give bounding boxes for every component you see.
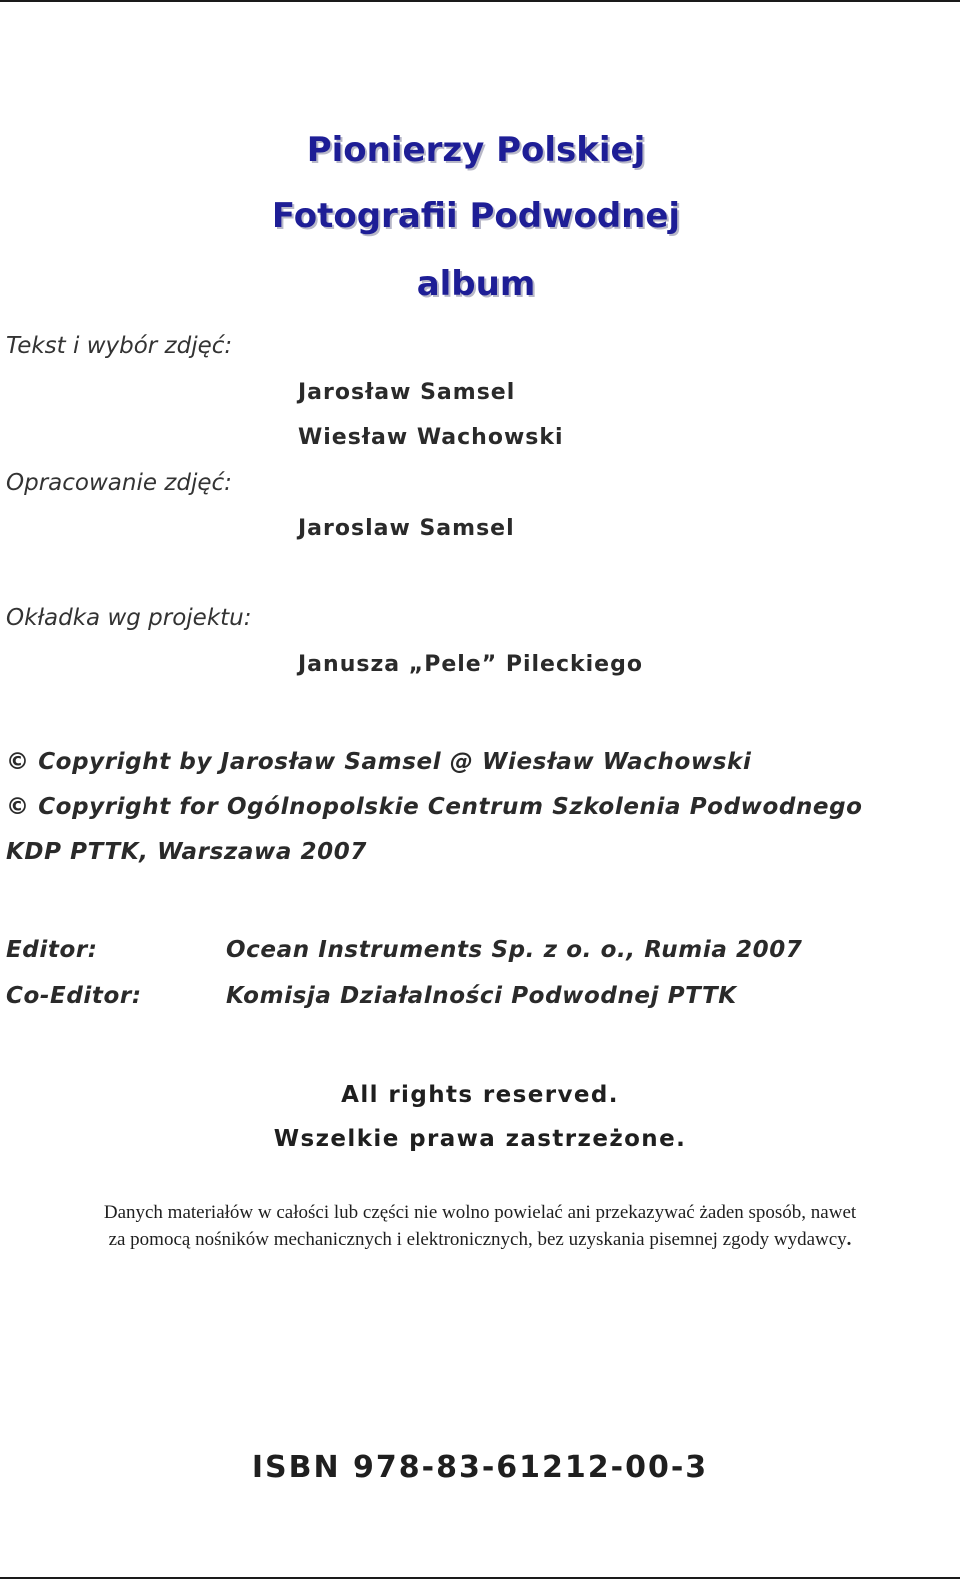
legal-notice (0, 1199, 960, 1253)
copyright-line-3: KDP PTTK, Warszawa 2007 (6, 839, 367, 865)
bottom-rule (0, 1577, 960, 1579)
isbn-number: ISBN 978-83-61212-00-3 (251, 1450, 709, 1485)
legal-notice-line-2 (0, 1226, 960, 1253)
photo-editor-name: Jaroslaw Samsel (298, 516, 515, 541)
legal-notice-line-1: Danych materiałów w całości lub części nie wolno powielać ani przekazywać żaden sposób, nawet (103, 1202, 857, 1223)
cover-designer-name: Janusza „Pele” Pileckiego (298, 652, 643, 677)
text-selection-label: Tekst i wybór zdjęć: (6, 333, 233, 359)
coeditor-value: Komisja Działalności Podwodnej PTTK (226, 983, 737, 1009)
editor-label: Editor: (6, 937, 98, 963)
photo-editing-label: Opracowanie zdjęć: (6, 470, 232, 496)
author-name-1: Jarosław Samsel (298, 380, 516, 405)
legal-notice-period: . (846, 1229, 852, 1250)
title-line-3: album (416, 264, 536, 304)
title-line-1: Pionierzy Polskiej (306, 130, 646, 170)
copyright-line-2: © Copyright for Ogólnopolskie Centrum Szkolenia Podwodnego (6, 794, 863, 820)
editor-value: Ocean Instruments Sp. z o. o., Rumia 2007 (226, 937, 803, 963)
rights-reserved-en: All rights reserved. (341, 1082, 619, 1108)
rights-reserved-pl: Wszelkie prawa zastrzeżone. (273, 1126, 687, 1152)
author-name-2: Wiesław Wachowski (298, 425, 564, 450)
cover-design-label: Okładka wg projektu: (6, 605, 252, 631)
coeditor-label: Co-Editor: (6, 983, 142, 1009)
title-line-2: Fotografii Podwodnej (271, 196, 681, 236)
top-rule (0, 0, 960, 2)
copyright-line-1: © Copyright by Jarosław Samsel @ Wiesław Wachowski (6, 749, 752, 775)
legal-notice-line-2-text: za pomocą nośników mechanicznych i elektronicznych, bez uzyskania pisemnej zgody wydawcy (108, 1229, 847, 1250)
